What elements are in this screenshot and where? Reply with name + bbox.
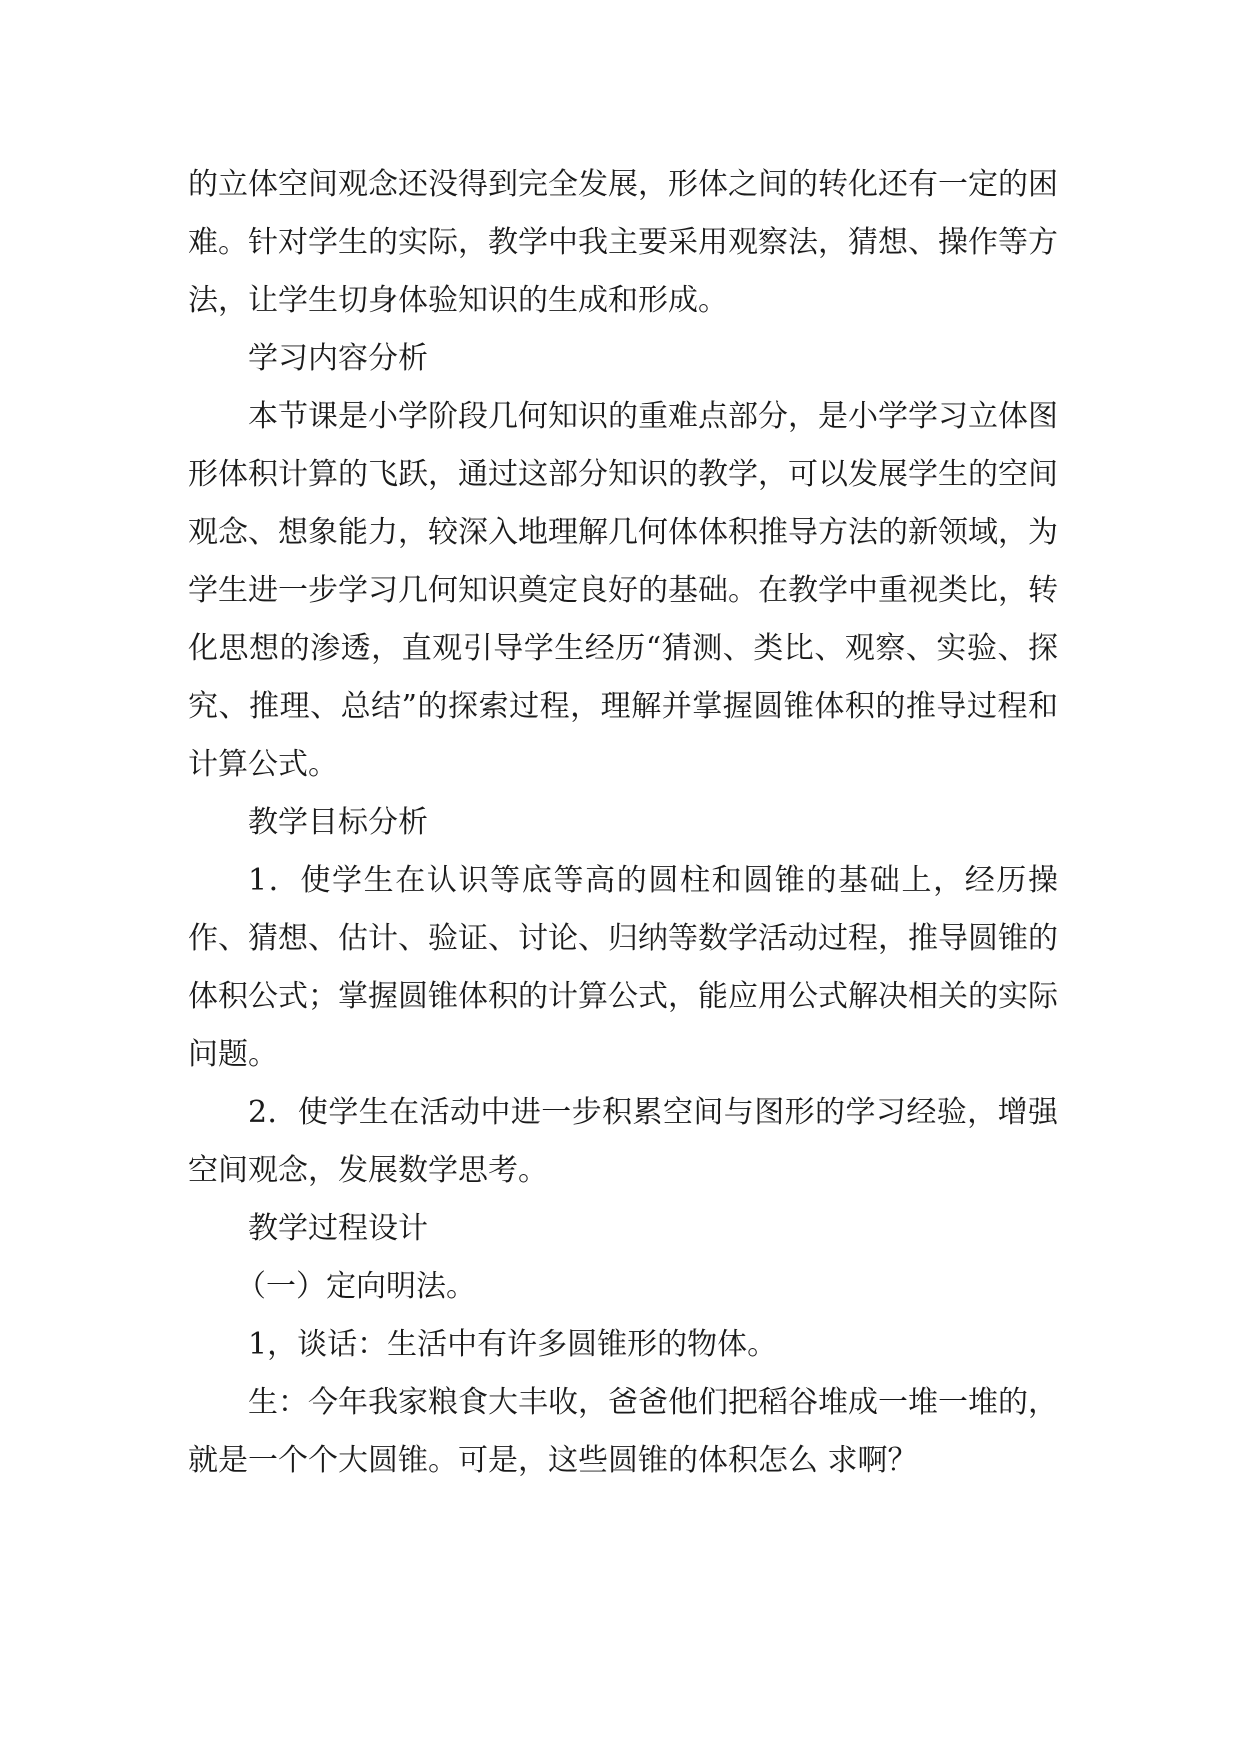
paragraph-content-analysis: 本节课是小学阶段几何知识的重难点部分，是小学学习立体图形体积计算的飞跃，通过这部分知识的教学，可以发展学生的空间观念、想象能力，较深入地理解几何体体积推导方法的新领域，为学生进一步学习几何知识奠定良好的基础。在教学中重视类比，转化思想的渗透，直观引导学生经历“猜测、类比、观察、实验、探究、推理、总结”的探索过程，理解并掌握圆锥体积的推导过程和计算公式。 [188, 399, 1058, 782]
paragraph-continuation: 的立体空间观念还没得到完全发展，形体之间的转化还有一定的困难。针对学生的实际，教学中我主要采用观察法，猜想、操作等方法，让学生切身体验知识的生成和形成。 [188, 167, 1058, 318]
document-body [188, 156, 1058, 1490]
student-dialogue: 生：今年我家粮食大丰收，爸爸他们把稻谷堆成一堆一堆的，就是一个个大圆锥。可是，这些圆锥的体积怎么 求啊？ [188, 1385, 1058, 1478]
objective-item-1: 1．使学生在认识等底等高的圆柱和圆锥的基础上，经历操作、猜想、估计、验证、讨论、归纳等数学活动过程，推导圆锥的体积公式；掌握圆锥体积的计算公式，能应用公式解决相关的实际问题。 [188, 863, 1058, 1072]
section-heading-process: 教学过程设计 [248, 1211, 428, 1246]
objective-item-2: 2．使学生在活动中进一步积累空间与图形的学习经验，增强空间观念，发展数学思考。 [188, 1095, 1058, 1188]
section-heading-content-analysis: 学习内容分析 [248, 341, 428, 376]
process-step-1: 1，谈话：生活中有许多圆锥形的物体。 [248, 1327, 778, 1362]
section-heading-objectives: 教学目标分析 [248, 805, 428, 840]
subsection-heading-1: （一）定向明法。 [236, 1269, 476, 1304]
